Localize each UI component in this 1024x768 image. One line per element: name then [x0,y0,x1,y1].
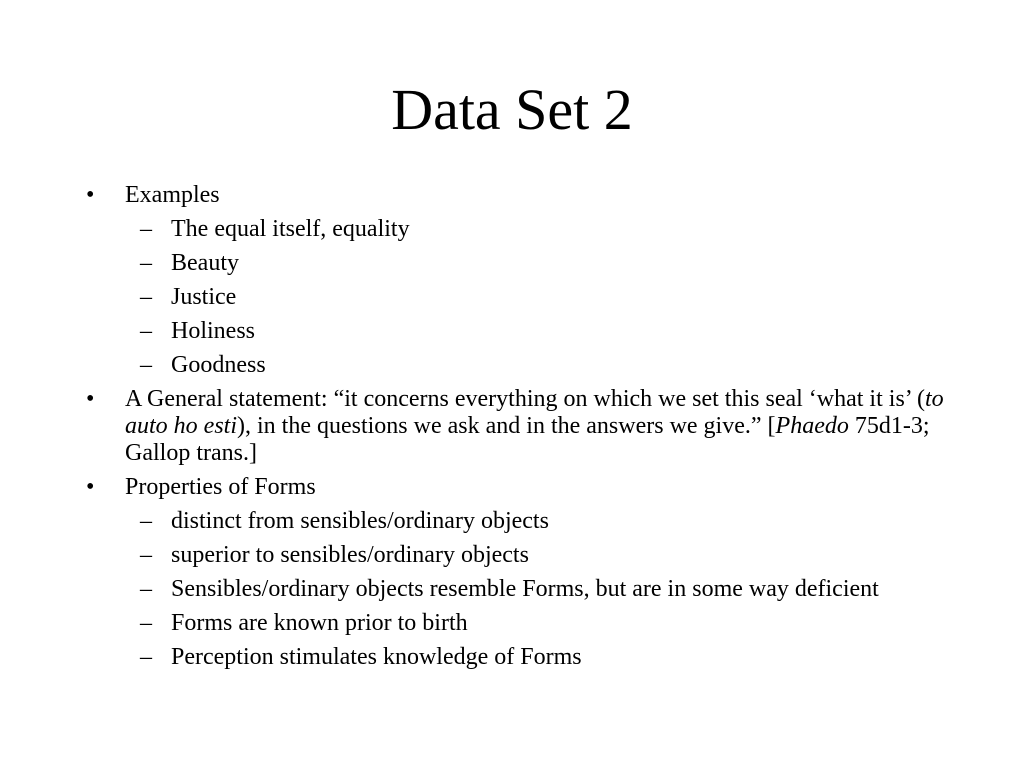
dash-marker: – [140,644,152,670]
sub-item-label: The equal itself, equality [171,216,410,242]
slide-title: Data Set 2 [391,77,633,142]
bullet-general-statement [0,386,1024,467]
sub-item-perception [0,644,1024,671]
dash-marker: – [140,216,152,242]
sub-item-label: superior to sensibles/ordinary objects [171,542,529,568]
sub-item-beauty [0,250,1024,277]
statement-citation: 75d1-3; Gallop trans.] [125,413,930,466]
bullet-marker: • [86,386,95,412]
statement-text-1: A General statement: “it concerns everything on which we set this seal ‘what it is’ ( [125,386,925,412]
sub-item-distinct [0,508,1024,535]
dash-marker: – [140,508,152,534]
dash-marker: – [140,318,152,344]
sub-item-resemble [0,576,1024,603]
sub-item-known-prior [0,610,1024,637]
dash-marker: – [140,576,152,602]
sub-item-label: Forms are known prior to birth [171,610,468,636]
bullet-marker: • [86,182,95,208]
dash-marker: – [140,352,152,378]
bullet-examples [0,182,1024,209]
bullet-properties [0,474,1024,501]
statement-text-2: ), in the questions we ask and in the answers we give.” [ [237,413,776,439]
slide-body [0,182,1024,678]
dash-marker: – [140,542,152,568]
sub-item-holiness [0,318,1024,345]
sub-item-label: Justice [171,284,237,310]
sub-item-label: Beauty [171,250,239,276]
sub-item-equality [0,216,1024,243]
sub-item-label: Perception stimulates knowledge of Forms [171,644,582,670]
sub-item-label: distinct from sensibles/ordinary objects [171,508,549,534]
sub-item-justice [0,284,1024,311]
sub-item-label: Sensibles/ordinary objects resemble Forms, but are in some way deficient [171,576,879,602]
statement-source-title: Phaedo [775,413,849,439]
dash-marker: – [140,610,152,636]
dash-marker: – [140,284,152,310]
sub-item-label: Goodness [171,352,266,378]
bullet-marker: • [86,474,95,500]
sub-item-superior [0,542,1024,569]
bullet-properties-label: Properties of Forms [125,474,316,500]
bullet-examples-label: Examples [125,182,220,208]
sub-item-goodness [0,352,1024,379]
dash-marker: – [140,250,152,276]
statement-greek-phrase: to auto ho esti [125,386,944,439]
sub-item-label: Holiness [171,318,255,344]
